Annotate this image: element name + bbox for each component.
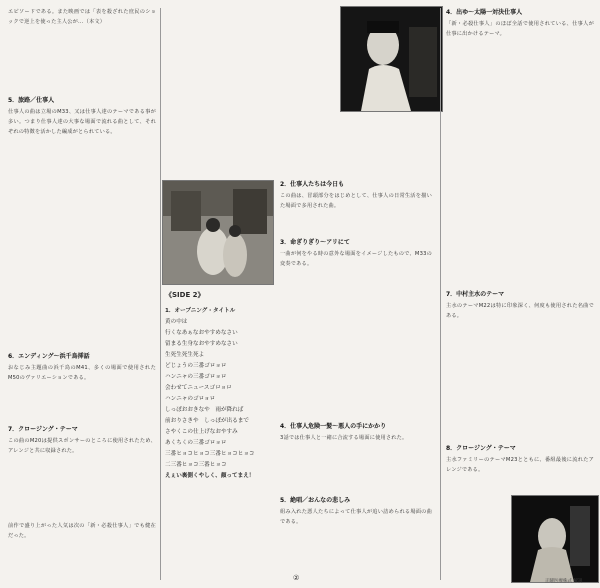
left-section-6-text: おなじみ主題曲の浜千鳥のM41、多くの場面で使用されたM50のヴァリエーションである。 bbox=[8, 365, 156, 381]
samurai-photo bbox=[340, 6, 443, 112]
column-divider bbox=[160, 8, 161, 580]
street-scene-photo bbox=[162, 180, 274, 285]
track-line: さやくこの仕上げなおやすみ bbox=[165, 429, 238, 435]
center-section-2-text: この曲は、冒頭部分をはじめとして、仕事人の日常生活を描いた場面で多用された曲。 bbox=[280, 193, 432, 209]
right-section-8-text: 主水ファミリーのテーマM23とともに、番組最後に流れたアレンジである。 bbox=[446, 457, 594, 473]
credit-text: 正曜医療株式 解説 bbox=[545, 579, 583, 584]
track-line: 生死生死生死よ bbox=[165, 352, 205, 358]
center-section-4-text: 3話では仕事人と一緒に合流する場面に使用された。 bbox=[280, 435, 408, 441]
samurai-portrait-image bbox=[341, 7, 442, 111]
left-intro-text: エピソードである。また映画では「表を殺ざれた庶民のショックで逆上を使った主人公が...（本文） bbox=[8, 9, 156, 25]
track-line: えぇい裏側くやしく、顔ってまえ！ bbox=[165, 473, 255, 479]
side-2-title: 《SIDE 2》 bbox=[165, 291, 205, 299]
left-section-6-heading: 6．エンディング～浜千鳥挿話 bbox=[8, 353, 90, 360]
center-section-4-heading: 4．仕事人危険一髪～悪人の手にかかり bbox=[280, 423, 387, 430]
track-line: ハンニャのゴロョロ bbox=[165, 396, 216, 402]
center-section-3-heading: 3．命ぎりぎり～アリにて bbox=[280, 239, 350, 246]
center-section-5-text: 組み入れた悪人たちによって仕事人が追い詰められる場面の曲である。 bbox=[280, 509, 432, 525]
track-line: あくちくの三番ゴロョロ bbox=[165, 440, 227, 446]
right-section-4-heading: 4．出ゆ～太陽一対決仕事人 bbox=[446, 9, 523, 16]
track-line: 行くなあぁなおやすめなさい bbox=[165, 330, 238, 336]
track-line: 二三番ヒョコ三番ヒョコ bbox=[165, 462, 227, 468]
track-line: 会わせてニュースゴロョロ bbox=[165, 385, 232, 391]
street-scene-image bbox=[163, 181, 273, 284]
right-section-7-text: 主水のテーマM22は特に印象深く、何度も使用された名曲である。 bbox=[446, 303, 594, 319]
right-section-8-heading: 8．クロージング・テーマ bbox=[446, 445, 516, 452]
track-line: ハンニャの三番ゴロョロ bbox=[165, 374, 227, 380]
closing-still-image bbox=[512, 496, 598, 582]
center-section-3-text: 一曲が何をやる時の意外な場面をイメージしたもので、M33の変奏である。 bbox=[280, 251, 432, 267]
track-line: 1．オープニング・タイトル bbox=[165, 308, 236, 314]
left-section-5-heading: 5．旅路／仕事人 bbox=[8, 97, 55, 104]
track-line: 黄の中は bbox=[165, 319, 188, 325]
column-divider bbox=[440, 8, 441, 580]
side-2-tracklist bbox=[165, 290, 270, 486]
left-section-7-heading: 7．クロージング・テーマ bbox=[8, 426, 78, 433]
center-top-text bbox=[164, 8, 334, 174]
left-section-7-text: この曲のM20は提供スポンサーのところに使用されたため、アレンジと共に収録された。 bbox=[8, 438, 156, 454]
center-section-2-heading: 2．仕事人たちは今日も bbox=[280, 181, 345, 188]
left-footer-text: 前作で盛り上がった人気は次の「新・必殺仕事人」でも健在だった。 bbox=[8, 523, 156, 539]
track-line: しっぽおおきなや 雨が降れば bbox=[165, 407, 244, 413]
center-section-5-heading: 5．絶唱／おんなの悲しみ bbox=[280, 497, 351, 504]
right-section-4-text: 「新・必殺仕事人」のほぼ全話で使用されている、仕事人が仕事に出かけるテーマ。 bbox=[446, 21, 594, 37]
left-section-5-text: 仕事人の曲は立場のM33、又は仕事人達のテーマである事が多い。つまり仕事人達の大事な場面で流れる曲として、それぞれの特徴を活かした編成がとられている。 bbox=[8, 109, 156, 135]
right-section-7-heading: 7．中村主水のテーマ bbox=[446, 291, 505, 298]
track-line: どじょうの三番ゴロョロ bbox=[165, 363, 227, 369]
track-line: 三番ヒョコヒョコ三番ヒョコヒョコ bbox=[165, 451, 255, 457]
page-number: ② bbox=[293, 574, 300, 582]
closing-photo bbox=[511, 495, 599, 583]
track-line: 留まる生身なおやすめなさい bbox=[165, 341, 238, 347]
track-line: 前おりさきや しっぽが出るまで bbox=[165, 418, 249, 424]
